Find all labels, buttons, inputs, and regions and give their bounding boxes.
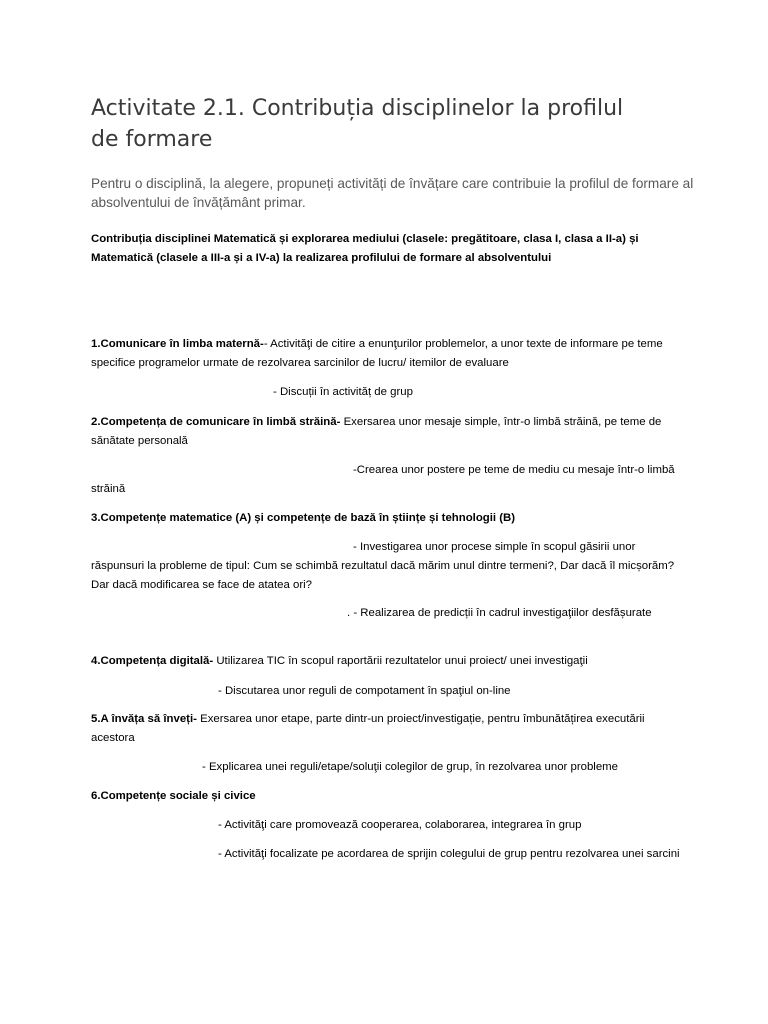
item-2-sub-1: -Crearea unor postere pe teme de mediu cu mesaje într-o limbă străină	[91, 464, 675, 495]
item-6-sub-1: - Activităţi care promovează cooperarea, colaborarea, integrarea în grup	[218, 819, 582, 831]
item-1-heading: 1.Comunicare în limba maternă-	[91, 338, 264, 350]
page-title: Activitate 2.1. Contribuția disciplinelor la profilul de formare	[91, 96, 624, 152]
intro-paragraph: Contribuția disciplinei Matematică și explorarea mediului (clasele: pregătitoare, clasa I, clasa a II-a) și Matematică (clasele a III-a și a IV-a) la realizarea profilului de formare al absolventului	[91, 233, 639, 264]
item-5-text: Exersarea unor etape, parte dintr-un proiect/investigație, pentru îmbunătățirea executării acestora	[91, 713, 645, 744]
item-6-heading: 6.Competențe sociale și civice	[91, 790, 256, 802]
item-3-heading: 3.Competențe matematice (A) și competențe de bază în științe și tehnologii (B)	[91, 512, 516, 524]
item-3-sub-1: - Investigarea unor procese simple în scopul găsirii unor răspunsuri la probleme de tipul: Cum se schimbă rezultatul dacă mărim unul dintre termeni?, Dar dacă îl micșorăm? Dar dacă modificarea se face de atatea ori?	[91, 541, 675, 591]
item-6-sub-2: - Activităţi focalizate pe acordarea de sprijin colegului de grup pentru rezolvarea unei sarcini	[218, 848, 680, 860]
item-1-paragraph	[91, 335, 691, 373]
item-5-heading: 5.A învăța să înveți-	[91, 713, 197, 725]
item-4-heading: 4.Competența digitală-	[91, 655, 214, 667]
item-5-sub-1: - Explicarea unei reguli/etape/soluţii colegilor de grup, în rezolvarea unor probleme	[202, 761, 618, 773]
page-subtitle: Pentru o disciplină, la alegere, propuneți activități de învățare care contribuie la profilul de formare al absolventului de învățământ primar.	[91, 176, 694, 210]
item-5-paragraph	[91, 710, 691, 748]
item-2-text: Exersarea unor mesaje simple, într-o limbă străină, pe teme de sănătate personală	[91, 416, 662, 447]
item-3-sub-2: . - Realizarea de predicții în cadrul investigaţiilor desfășurate	[347, 607, 652, 619]
item-1-text: - Activităţi de citire a enunţurilor problemelor, a unor texte de informare pe teme specifice programelor urmate de rezolvarea sarcinilor de lucru/ itemilor de evaluare	[91, 338, 663, 369]
item-1-sub-1: - Discuții în activităț de grup	[273, 386, 413, 398]
item-4-text: Utilizarea TIC în scopul raportării rezultatelor unui proiect/ unei investigaţii	[213, 655, 588, 667]
item-4-sub-1: - Discutarea unor reguli de compotament în spaţiul on-line	[218, 685, 511, 697]
item-2-heading: 2.Competența de comunicare în limbă străină-	[91, 416, 341, 428]
item-4-paragraph	[91, 652, 691, 671]
item-2-paragraph	[91, 413, 691, 451]
